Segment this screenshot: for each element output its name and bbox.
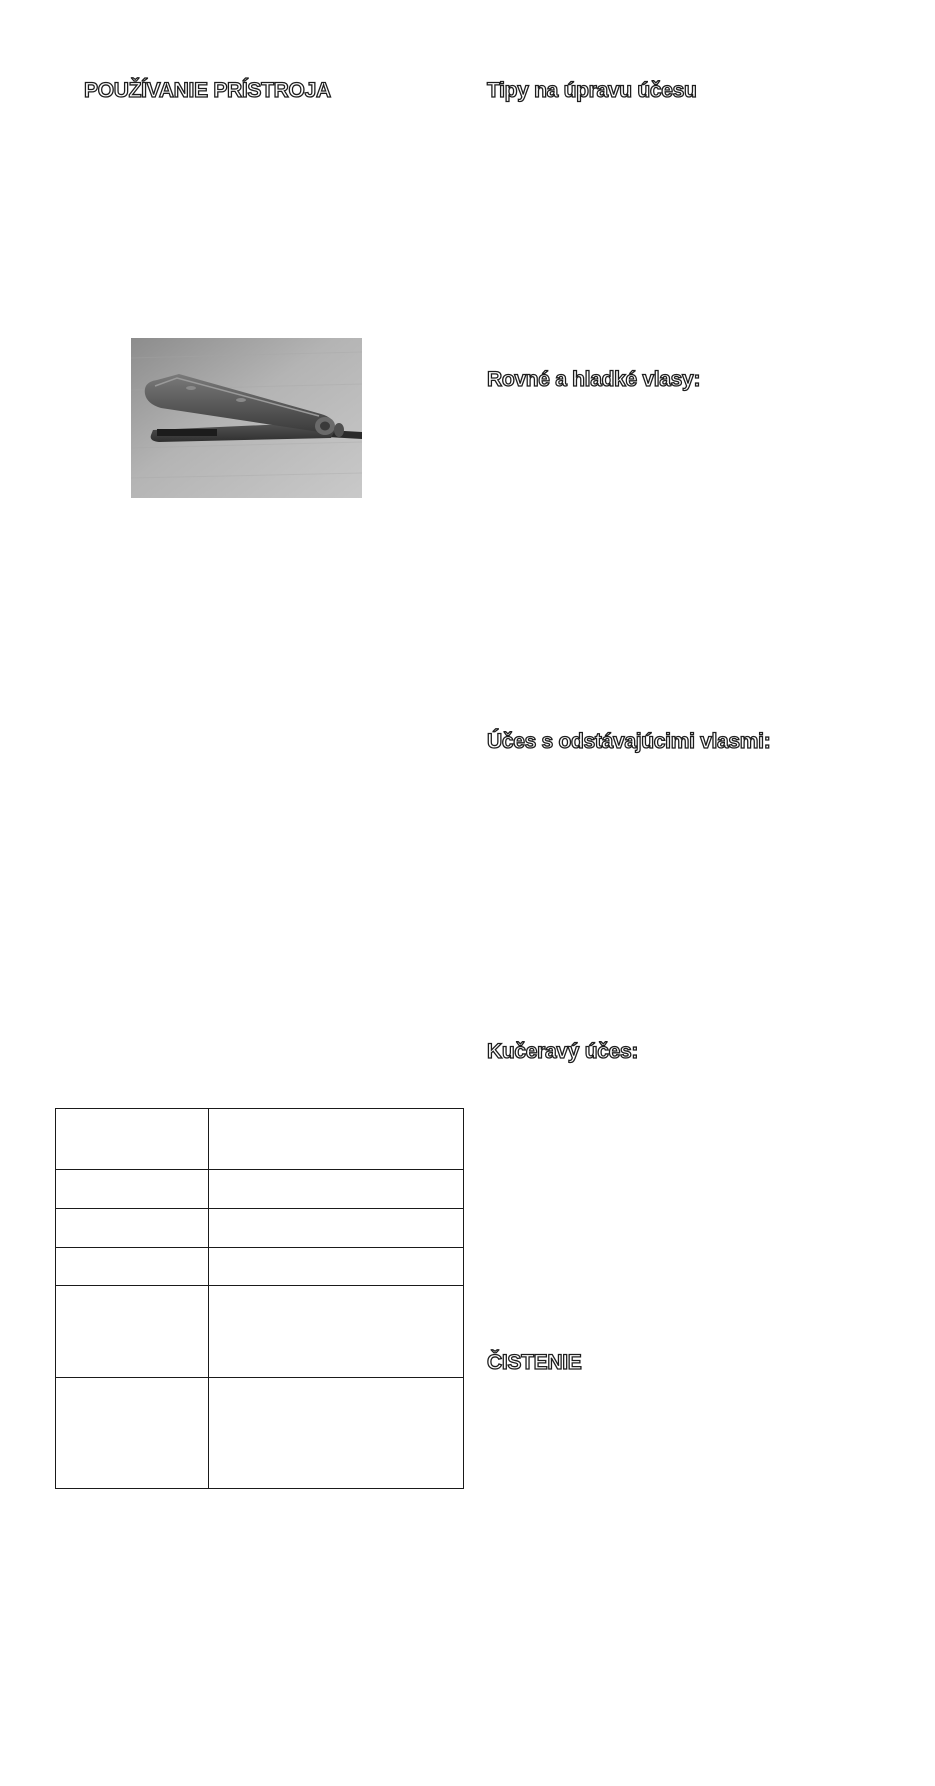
hair-straightener-photo <box>131 338 362 498</box>
table-row <box>56 1378 464 1489</box>
heading-volume-hair: Účes s odstávajúcimi vlasmi: <box>487 730 771 753</box>
heading-using-the-appliance: POUŽÍVANIE PRÍSTROJA <box>84 79 331 102</box>
table-cell <box>209 1248 464 1286</box>
table-cell <box>56 1248 209 1286</box>
table-cell <box>56 1209 209 1248</box>
heading-styling-tips: Tipy na úpravu účesu <box>487 79 697 102</box>
table-cell <box>209 1378 464 1489</box>
table-row <box>56 1248 464 1286</box>
heading-cleaning: ČISTENIE <box>487 1351 582 1374</box>
table-row <box>56 1286 464 1378</box>
table-row <box>56 1109 464 1170</box>
heading-straight-hair: Rovné a hladké vlasy: <box>487 368 701 391</box>
table-cell <box>56 1378 209 1489</box>
specification-table <box>55 1108 464 1489</box>
table-cell <box>56 1170 209 1209</box>
heading-curly-hair: Kučeravý účes: <box>487 1040 639 1063</box>
table-cell <box>209 1286 464 1378</box>
table-cell <box>56 1286 209 1378</box>
table-row <box>56 1170 464 1209</box>
table-cell <box>209 1170 464 1209</box>
table-row <box>56 1209 464 1248</box>
table-cell <box>209 1109 464 1170</box>
table-cell <box>209 1209 464 1248</box>
table-cell <box>56 1109 209 1170</box>
